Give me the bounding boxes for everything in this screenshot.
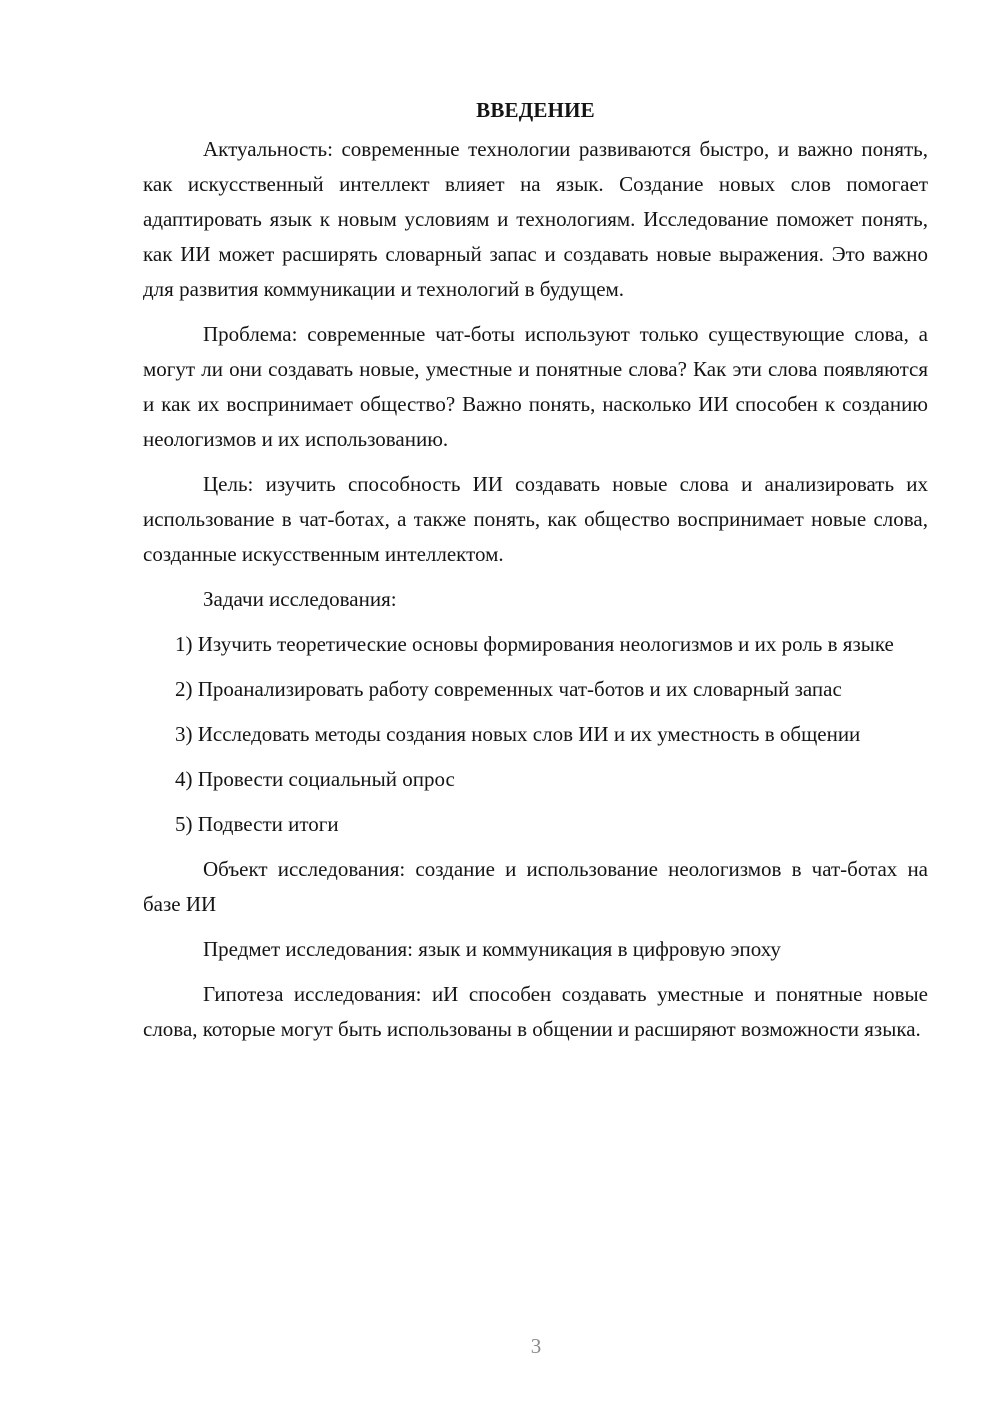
section-title: ВВЕДЕНИЕ	[476, 98, 595, 122]
task-item-5: 5) Подвести итоги	[175, 812, 339, 836]
page-content	[143, 93, 928, 1047]
paragraph-problem: Проблема: современные чат-боты используют только существующие слова, а могут ли они создавать новые, уместные и понятные слова? Как эти слова появляются и как их воспринимает общество? Важно понять, насколько ИИ способен к созданию неологизмов и их использованию.	[143, 322, 928, 451]
paragraph-object: Объект исследования: создание и использование неологизмов в чат-ботах на базе ИИ	[143, 857, 928, 916]
paragraph-hypothesis: Гипотеза исследования: иИ способен создавать уместные и понятные новые слова, которые могут быть использованы в общении и расширяют возможности языка.	[143, 982, 928, 1041]
paragraph-subject: Предмет исследования: язык и коммуникация в цифровую эпоху	[203, 937, 781, 961]
task-item-1: 1) Изучить теоретические основы формирования неологизмов и их роль в языке	[175, 632, 894, 656]
page-number: 3	[530, 1334, 542, 1358]
tasks-heading: Задачи исследования:	[203, 587, 397, 611]
task-item-4: 4) Провести социальный опрос	[175, 767, 455, 791]
paragraph-goal: Цель: изучить способность ИИ создавать новые слова и анализировать их использование в чат-ботах, а также понять, как общество воспринимает новые слова, созданные искусственным интеллектом.	[143, 472, 928, 566]
task-item-3: 3) Исследовать методы создания новых слов ИИ и их уместность в общении	[175, 722, 861, 746]
task-item-2: 2) Проанализировать работу современных чат-ботов и их словарный запас	[175, 677, 842, 701]
paragraph-relevance: Актуальность: современные технологии развиваются быстро, и важно понять, как искусственный интеллект влияет на язык. Создание новых слов помогает адаптировать язык к новым условиям и технологиям. Исследование поможет понять, как ИИ может расширять словарный запас и создавать новые выражения. Это важно для развития коммуникации и технологий в будущем.	[143, 137, 928, 301]
